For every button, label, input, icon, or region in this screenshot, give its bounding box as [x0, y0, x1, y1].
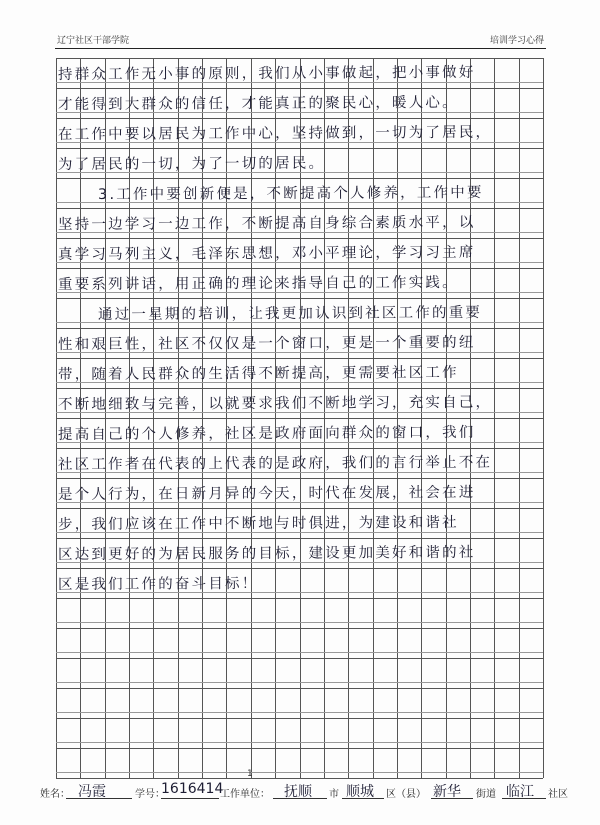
grid-row-line — [56, 508, 543, 509]
grid-row-line — [56, 208, 543, 209]
grid-row-line — [56, 358, 543, 359]
essay-line: 真学习马列主义，毛泽东思想，邓小平理论，学习习主席 — [57, 244, 476, 263]
essay-line: 性和艰巨性，社区不仅仅是一个窗口，更是一个重要的纽 — [57, 334, 476, 353]
grid-row-line — [56, 118, 543, 119]
grid-row-gap-line — [56, 652, 543, 653]
essay-line: 重要系列讲话，用正确的理论来指导自己的工作实践。 — [57, 274, 459, 293]
document-type: 培训学习心得 — [489, 36, 544, 46]
id-value: 1616414 — [161, 781, 224, 797]
grid-row-line — [56, 238, 543, 239]
grid-row-line — [56, 58, 543, 59]
essay-line: 3.工作中要创新便是，不断提高个人修养，工作中要 — [97, 184, 484, 203]
essay-line: 坚持一边学习一边工作，不断提高自身综合素质水平，以 — [57, 214, 476, 233]
city-value: 抚顺 — [284, 784, 312, 800]
name-label: 姓名： — [40, 789, 70, 800]
grid-row-line — [56, 298, 543, 299]
college-name: 辽宁社区干部学院 — [57, 36, 130, 46]
name-value: 冯霞 — [78, 784, 106, 800]
grid-row-gap-line — [56, 682, 543, 683]
grid-row-line — [56, 538, 543, 539]
community-value: 临江 — [506, 784, 534, 800]
city-label: 市 — [329, 789, 339, 800]
essay-line: 提高自己的个人修养，社区是政府面向群众的窗口，我们 — [57, 424, 476, 443]
unit-label: 工作单位： — [220, 789, 270, 800]
grid-row-line — [56, 388, 543, 389]
grid-row-line — [56, 448, 543, 449]
grid-row-line — [56, 658, 543, 659]
grid-row-line — [56, 478, 543, 479]
grid-row-line — [56, 88, 543, 89]
grid-row-line — [56, 418, 543, 419]
essay-line: 持群众工作无小事的原则，我们从小事做起，把小事做好 — [57, 64, 476, 83]
essay-line: 区达到更好的为居民服务的目标，建设更加美好和谐的社 — [57, 544, 476, 563]
grid-row-line — [56, 148, 543, 149]
grid-row-line — [56, 178, 543, 179]
grid-row-gap-line — [56, 622, 543, 623]
page-number: 1 — [247, 769, 253, 779]
header-rule — [55, 48, 546, 49]
grid-row-line — [56, 748, 543, 749]
id-underline — [161, 798, 219, 799]
grid-row-line — [56, 598, 543, 599]
district-value: 顺城 — [346, 784, 374, 800]
student-info-footer — [40, 781, 580, 803]
community-label: 社区 — [548, 789, 568, 800]
essay-line: 不断地细致与完善，以就要求我们不断地学习，充实自己， — [57, 394, 493, 413]
grid-row-line — [56, 688, 543, 689]
essay-line: 带，随着人民群众的生活得不断提高，更需要社区工作 — [57, 364, 459, 383]
essay-line: 是个人行为，在日新月异的今天，时代在发展，社会在进 — [57, 484, 476, 503]
essay-line: 区是我们工作的奋斗目标！ — [57, 575, 259, 593]
grid-row-line — [56, 718, 543, 719]
essay-line: 社区工作者在代表的上代表的是政府，我们的言行举止不在 — [57, 454, 493, 473]
grid-row-line — [56, 568, 543, 569]
essay-line: 在工作中要以居民为工作中心，坚持做到，一切为了居民， — [57, 124, 493, 143]
essay-line: 通过一星期的培训，让我更加认识到社区工作的重要 — [97, 304, 483, 323]
grid-column-line — [543, 58, 544, 778]
grid-row-line — [56, 778, 543, 779]
grid-row-gap-line — [56, 772, 543, 773]
grid-row-line — [56, 628, 543, 629]
district-label: 区（县） — [386, 789, 426, 800]
grid-row-line — [56, 268, 543, 269]
street-label: 街道 — [476, 789, 496, 800]
essay-line: 才能得到大群众的信任，才能真正的聚民心，暖人心。 — [57, 94, 459, 113]
essay-line: 为了居民的一切，为了一切的居民。 — [57, 155, 326, 173]
id-label: 学号： — [135, 789, 165, 800]
grid-row-gap-line — [56, 712, 543, 713]
street-value: 新华 — [433, 784, 461, 800]
grid-row-gap-line — [56, 742, 543, 743]
grid-row-line — [56, 328, 543, 329]
essay-line: 步，我们应该在工作中不断地与时俱进，为建设和谐社 — [57, 514, 459, 533]
